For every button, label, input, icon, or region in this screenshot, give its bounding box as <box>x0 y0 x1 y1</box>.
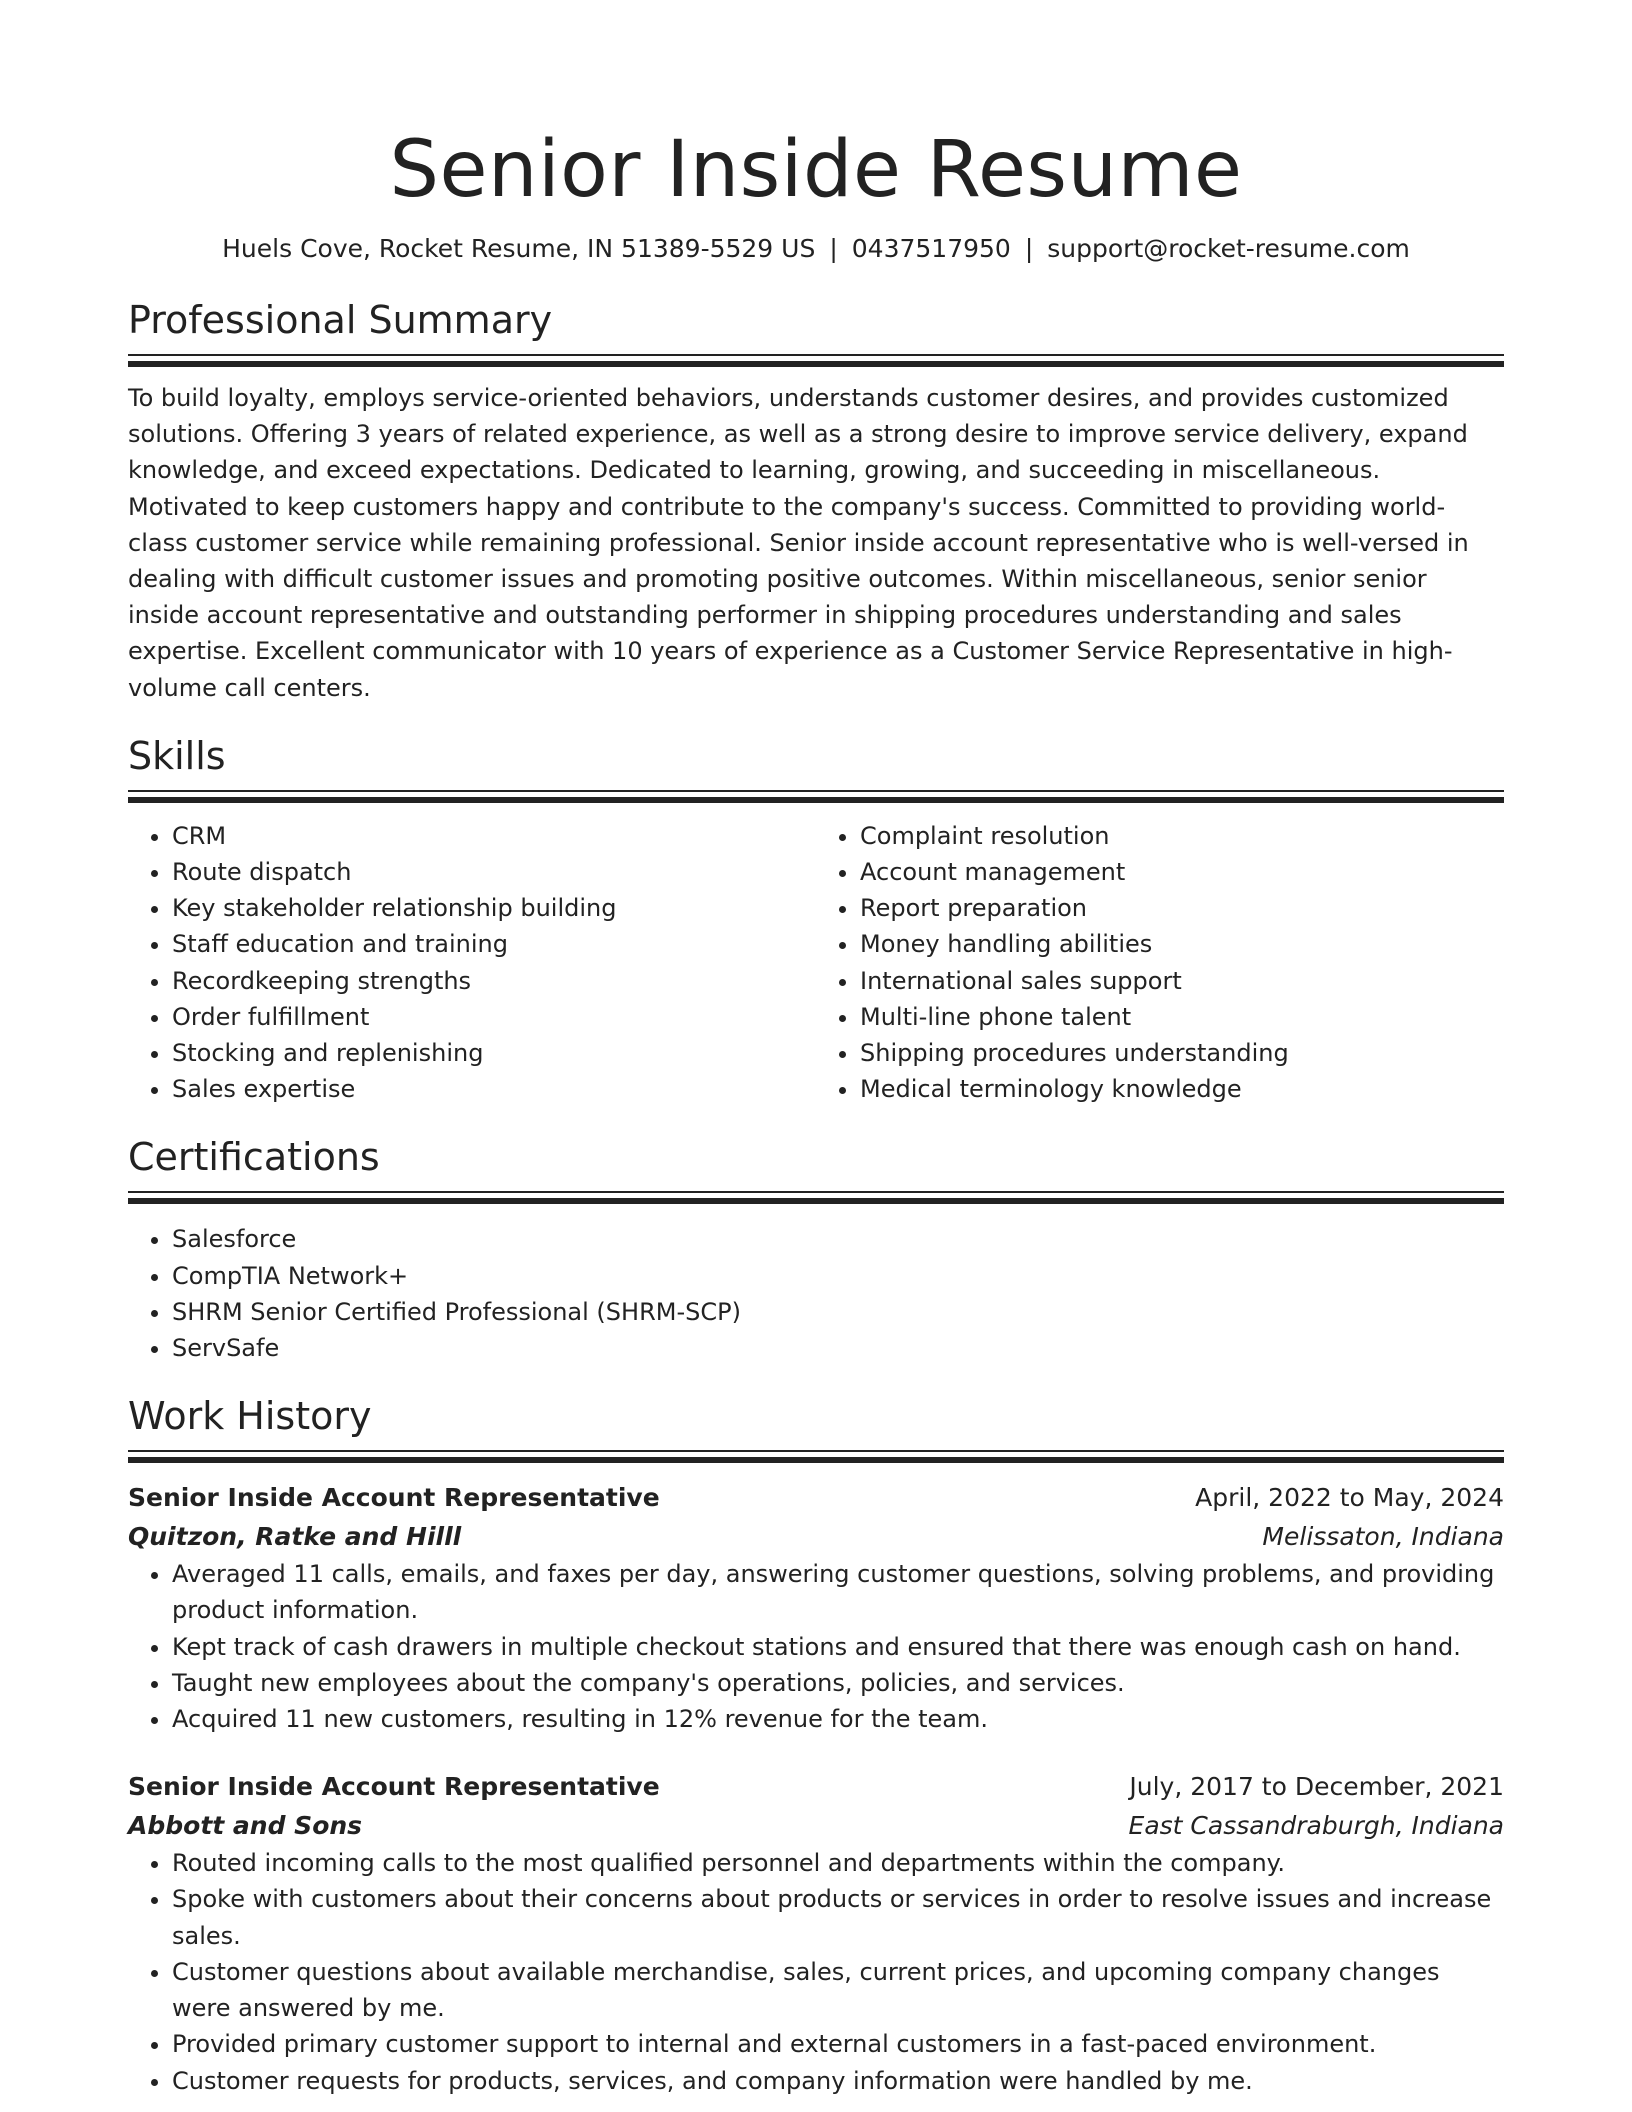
job-duty: • Taught new employees about the company's operations, policies, and services. <box>172 1665 1504 1701</box>
certification-item: • ServSafe <box>172 1330 1504 1366</box>
certification-item: • CompTIA Network+ <box>172 1258 1504 1294</box>
skill-item: • Recordkeeping strengths <box>172 963 816 999</box>
skill-item: • Report preparation <box>860 890 1504 926</box>
work-history-section <box>128 1392 1504 2098</box>
skills-columns <box>128 818 1504 1108</box>
skill-item: • International sales support <box>860 963 1504 999</box>
contact-separator: | <box>829 234 838 263</box>
job-duty: • Averaged 11 calls, emails, and faxes per day, answering customer questions, solving problems, and providing product information. <box>172 1556 1504 1628</box>
certifications-list <box>128 1221 1504 1366</box>
skill-item: • Route dispatch <box>172 854 816 890</box>
job-duty: • Customer questions about available merchandise, sales, current prices, and upcoming company changes were answered by me. <box>172 1954 1504 2026</box>
skill-item: • Multi-line phone talent <box>860 999 1504 1035</box>
skill-item: • Money handling abilities <box>860 926 1504 962</box>
job-title: Senior Inside Account Representative <box>128 1483 660 1513</box>
resume-name: Senior Inside Resume <box>389 125 1243 215</box>
skills-heading: Skills <box>128 733 226 778</box>
job-duties-list <box>128 1556 1504 1737</box>
job-duty: • Routed incoming calls to the most qualified personnel and departments within the company. <box>172 1845 1504 1881</box>
contact-phone: 0437517950 <box>851 234 1011 263</box>
skill-item: • Medical terminology knowledge <box>860 1071 1504 1107</box>
job-duty: • Kept track of cash drawers in multiple checkout stations and ensured that there was enough cash on hand. <box>172 1629 1504 1665</box>
section-divider <box>128 1450 1504 1464</box>
summary-text: To build loyalty, employs service-oriented behaviors, understands customer desires, and provides customized solutions. Offering 3 years of related experience, as well as a strong desire to improve service delivery, expand knowledge, and exceed expectations. Dedicated to learning, growing, and succeeding in miscellaneous. Motivated to keep customers happy and contribute to the company's success. Committed to providing world-class customer service while remaining professional. Senior inside account representative who is well-versed in dealing with difficult customer issues and promoting positive outcomes. Within miscellaneous, senior senior inside account representative and outstanding performer in shipping procedures understanding and sales expertise. Excellent communicator with 10 years of experience as a Customer Service Representative in high-volume call centers. <box>128 384 1469 702</box>
contact-email: support@rocket-resume.com <box>1047 234 1410 263</box>
job-dates: April, 2022 to May, 2024 <box>1195 1483 1504 1513</box>
job-duties-list <box>128 1845 1504 2098</box>
skill-item: • Shipping procedures understanding <box>860 1035 1504 1071</box>
work-history-heading: Work History <box>128 1394 372 1439</box>
job-subheader-row <box>128 1806 1504 1845</box>
job-company: Quitzon, Ratke and Hilll <box>128 1522 462 1552</box>
resume-page <box>128 0 1504 2099</box>
skill-item: • Staff education and training <box>172 926 816 962</box>
job-subheader-row <box>128 1517 1504 1556</box>
job-entry <box>128 1478 1504 1737</box>
job-duty: • Spoke with customers about their concerns about products or services in order to resolve issues and increase sales. <box>172 1881 1504 1953</box>
summary-section <box>128 296 1504 706</box>
job-header-row <box>128 1478 1504 1517</box>
job-dates: July, 2017 to December, 2021 <box>1129 1772 1504 1802</box>
skill-item: • Complaint resolution <box>860 818 1504 854</box>
skill-item: • Account management <box>860 854 1504 890</box>
contact-address: Huels Cove, Rocket Resume, IN 51389-5529 US <box>222 234 816 263</box>
job-location: East Cassandraburgh, Indiana <box>1128 1811 1504 1841</box>
skill-item: • Sales expertise <box>172 1071 816 1107</box>
job-duty: • Customer requests for products, services, and company information were handled by me. <box>172 2063 1504 2099</box>
job-header-row <box>128 1767 1504 1806</box>
section-divider <box>128 790 1504 804</box>
job-location: Melissaton, Indiana <box>1262 1522 1504 1552</box>
certification-item: • SHRM Senior Certified Professional (SHRM-SCP) <box>172 1294 1504 1330</box>
skill-item: • CRM <box>172 818 816 854</box>
job-duty: • Provided primary customer support to internal and external customers in a fast-paced environment. <box>172 2026 1504 2062</box>
skills-list-left <box>128 818 816 1108</box>
contact-separator: | <box>1024 234 1034 263</box>
section-divider <box>128 1191 1504 1205</box>
skills-section <box>128 732 1504 1108</box>
job-company: Abbott and Sons <box>128 1811 363 1841</box>
contact-line <box>128 232 1504 266</box>
skills-list-right <box>816 818 1504 1108</box>
job-title: Senior Inside Account Representative <box>128 1772 660 1802</box>
job-duty: • Acquired 11 new customers, resulting in 12% revenue for the team. <box>172 1701 1504 1737</box>
certifications-section <box>128 1133 1504 1366</box>
skill-item: • Stocking and replenishing <box>172 1035 816 1071</box>
skill-item: • Order fulfillment <box>172 999 816 1035</box>
job-entry <box>128 1767 1504 2098</box>
certifications-heading: Certifications <box>128 1135 380 1180</box>
certification-item: • Salesforce <box>172 1221 1504 1257</box>
summary-heading: Professional Summary <box>128 298 553 342</box>
skill-item: • Key stakeholder relationship building <box>172 890 816 926</box>
section-divider <box>128 354 1504 368</box>
